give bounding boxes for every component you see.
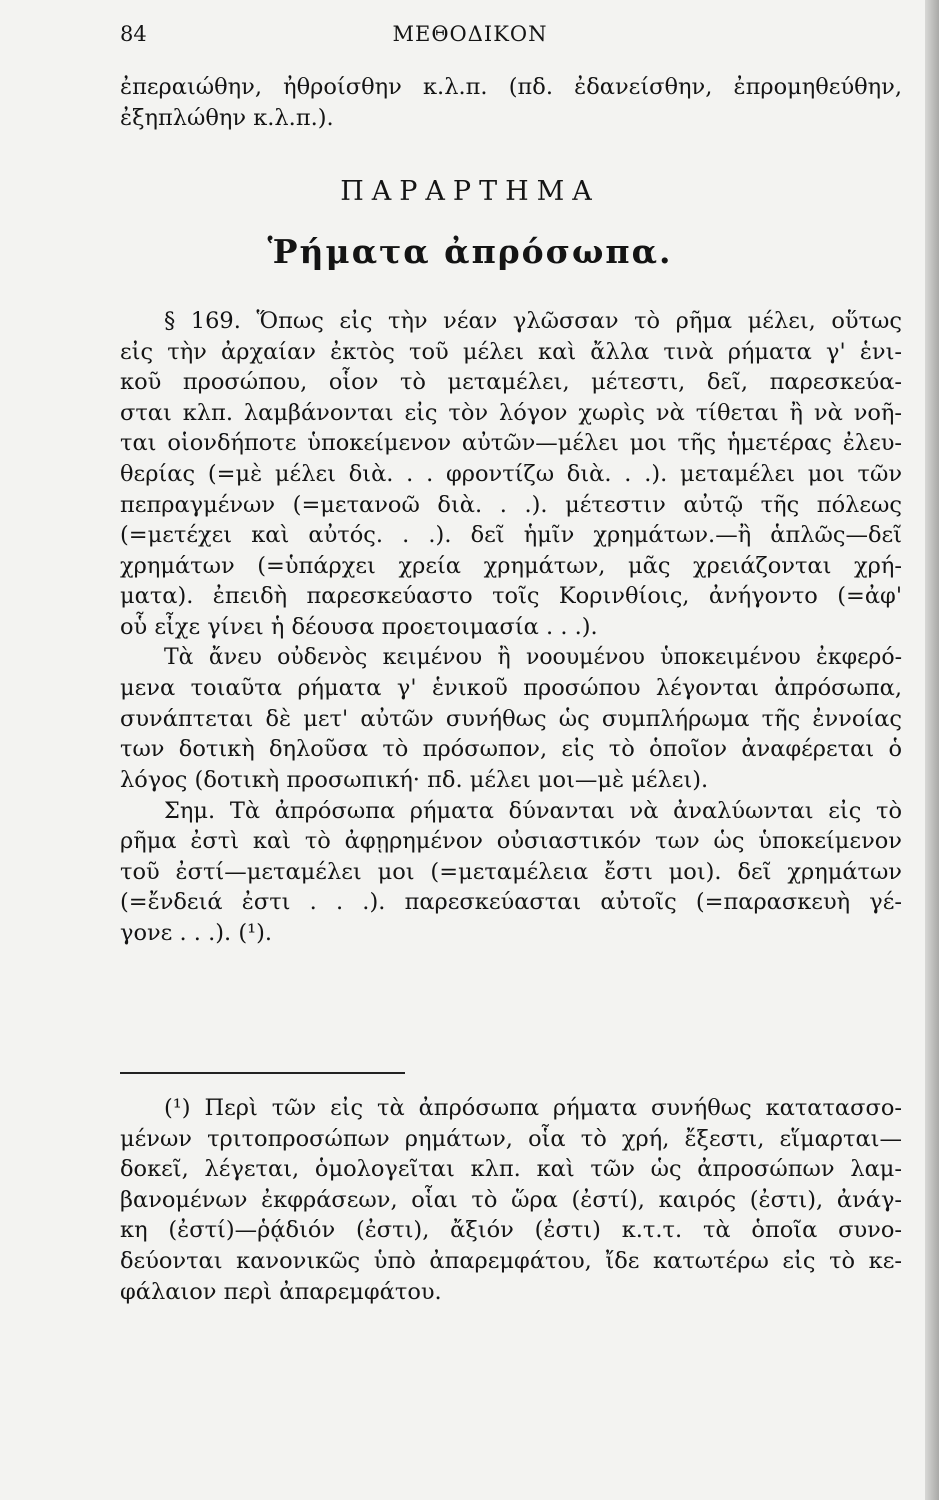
section-169	[120, 306, 902, 948]
text-line: μενα τοιαῦτα ρήματα γ' ἑνικοῦ προσώπου λέγονται ἀπρόσωπα,	[120, 675, 902, 702]
text-line: οὗ εἶχε γίνει ἡ δέουσα προετοιμασία . . .).	[120, 613, 598, 640]
section-title: ΠΑΡΑΡΤΗΜΑ	[340, 176, 600, 207]
text-line: κοῦ προσώπου, οἷον τὸ μεταμέλει, μέτεστι, δεῖ, παρεσκεύα-	[120, 369, 902, 396]
text-line: ρῆμα ἐστὶ καὶ τὸ ἀφῃρημένον οὐσιαστικόν των ὡς ὑποκείμενον	[120, 828, 902, 855]
text-line: (=ἔνδειά ἐστι . . .). παρεσκεύασται αὐτοῖς (=παρασκευὴ γέ-	[120, 889, 902, 916]
text-line: των δοτικὴ δηλοῦσα τὸ πρόσωπον, εἰς τὸ ὁποῖον ἀναφέρεται ὁ	[120, 736, 902, 763]
text-line: ματα). ἐπειδὴ παρεσκεύαστο τοῖς Κορινθίοις, ἀνήγοντο (=ἀφ'	[120, 583, 902, 610]
text-line: ται οἱονδήποτε ὑποκείμενον αὐτῶν—μέλει μοι τῆς ἡμετέρας ἐλευ-	[120, 430, 902, 457]
footnote-line: βανομένων ἐκφράσεων, οἷαι τὸ ὥρα (ἐστί), καιρός (ἐστι), ἀνάγ-	[120, 1186, 902, 1213]
text-line: ἐξηπλώθην κ.λ.π.).	[120, 104, 334, 131]
section-subtitle: Ῥήματα ἀπρόσωπα.	[267, 232, 673, 271]
text-line: § 169. Ὅπως εἰς τὴν νέαν γλῶσσαν τὸ ρῆμα μέλει, οὕτως	[164, 308, 902, 334]
footnote-line: δοκεῖ, λέγεται, ὁμολογεῖται κλπ. καὶ τῶν ὡς ἀπροσώπων λαμ-	[120, 1156, 902, 1183]
text-line: τοῦ ἐστί—μεταμέλει μοι (=μεταμέλεια ἔστι μοι). δεῖ χρημάτων	[120, 858, 902, 885]
page-edge-shadow	[925, 0, 939, 1500]
running-head: ΜΕΘΟΔΙΚΟΝ	[392, 22, 548, 46]
page-number: 84	[120, 22, 147, 46]
footnote-divider	[120, 1072, 405, 1074]
footnote-line: κη (ἐστί)—ῥᾴδιόν (ἐστι), ἄξιόν (ἐστι) κ.τ.τ. τὰ ὁποῖα συνο-	[120, 1217, 902, 1244]
footnote-line: δεύονται κανονικῶς ὑπὸ ἀπαρεμφάτου, ἴδε κατωτέρω εἰς τὸ κε-	[120, 1247, 902, 1274]
footnote	[120, 1093, 902, 1307]
text-line: πεπραγμένων (=μετανοῶ διὰ. . .). μέτεστιν αὐτῷ τῆς πόλεως	[120, 491, 902, 518]
footnote-line: φάλαιον περὶ ἀπαρεμφάτου.	[120, 1278, 442, 1305]
text-line: λόγος (δοτικὴ προσωπική· πδ. μέλει μοι—μὲ μέλει).	[120, 766, 709, 793]
text-line: ἐπεραιώθην, ἠθροίσθην κ.λ.π. (πδ. ἐδανείσθην, ἐπρομηθεύθην,	[120, 74, 902, 100]
text-line: θερίας (=μὲ μέλει διὰ. . . φροντίζω διὰ. . .). μεταμέλει μοι τῶν	[120, 460, 902, 487]
text-line: Τὰ ἄνευ οὐδενὸς κειμένου ἢ νοουμένου ὑποκειμένου ἐκφερό-	[164, 644, 902, 670]
text-line: συνάπτεται δὲ μετ' αὐτῶν συνήθως ὡς συμπλήρωμα τῆς ἐννοίας	[120, 705, 902, 732]
text-line: χρημάτων (=ὑπάρχει χρεία χρημάτων, μᾶς χρειάζονται χρή-	[120, 552, 902, 579]
text-line: (=μετέχει καὶ αὐτός. . .). δεῖ ἡμῖν χρημάτων.—ἢ ἁπλῶς—δεῖ	[120, 522, 902, 549]
intro-paragraph	[120, 72, 902, 133]
note-line: Σημ. Τὰ ἀπρόσωπα ρήματα δύνανται νὰ ἀναλύωνται εἰς τὸ	[164, 797, 902, 824]
text-line: εἰς τὴν ἀρχαίαν ἐκτὸς τοῦ μέλει καὶ ἄλλα τινὰ ρήματα γ' ἑνι-	[120, 338, 902, 365]
footnote-line: (¹) Περὶ τῶν εἰς τὰ ἀπρόσωπα ρήματα συνήθως κατατασσο-	[164, 1095, 902, 1121]
text-line: γονε . . .). (¹).	[120, 919, 273, 946]
text-line: σται κλπ. λαμβάνονται εἰς τὸν λόγον χωρὶς νὰ τίθεται ἢ νὰ νοῆ-	[120, 399, 902, 426]
page-header	[120, 22, 900, 52]
footnote-line: μένων τριτοπροσώπων ρημάτων, οἷα τὸ χρή, ἔξεστι, εἵμαρται—	[120, 1125, 902, 1152]
